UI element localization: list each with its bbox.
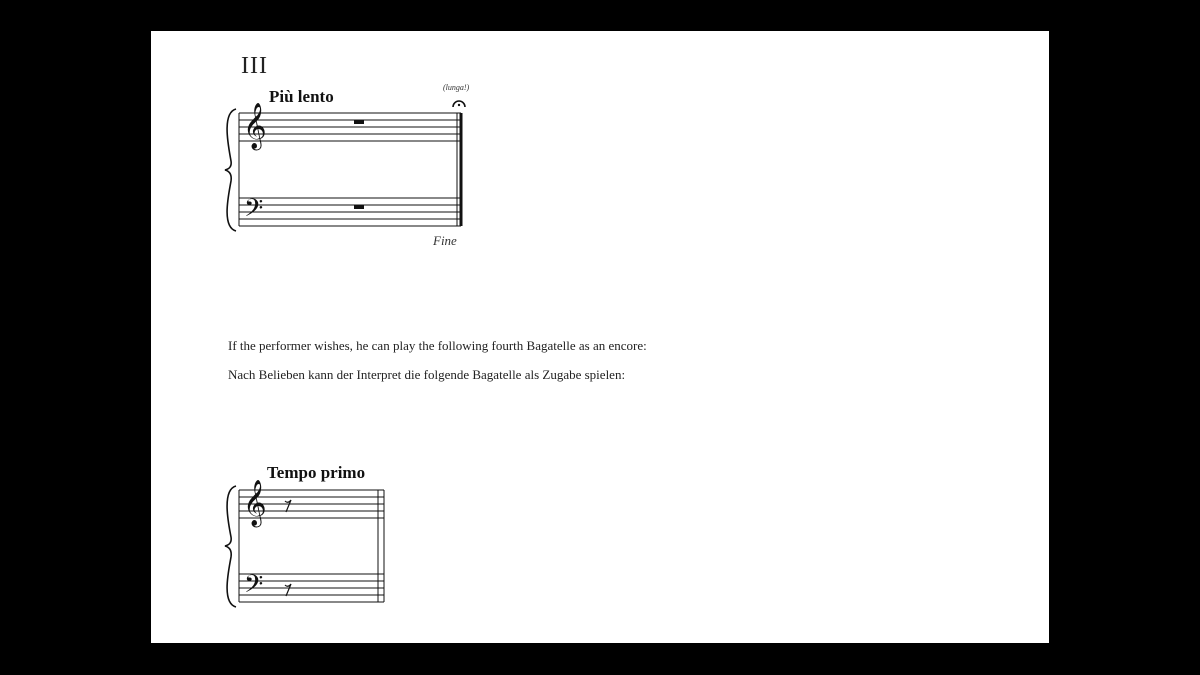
movement-number: III — [241, 53, 268, 79]
whole-rest-icon — [354, 120, 364, 124]
bass-staff-1 — [239, 198, 461, 226]
fermata-annotation: (lunga!) — [443, 83, 470, 92]
treble-clef-icon: 𝄞 — [243, 480, 267, 526]
music-notation — [151, 31, 1049, 643]
treble-staff-1 — [239, 113, 461, 141]
treble-clef-icon: 𝄞 — [243, 103, 267, 149]
brace-icon — [225, 109, 236, 231]
eighth-rest-icon — [285, 500, 291, 512]
encore-instruction-english: If the performer wishes, he can play the following fourth Bagatelle as an encore: — [228, 338, 647, 353]
fine-marking: Fine — [433, 233, 457, 248]
tempo-marking-piu-lento: Più lento — [269, 87, 334, 106]
score-page — [151, 31, 1049, 643]
bass-clef-icon: 𝄢 — [244, 194, 264, 229]
brace-icon — [225, 486, 236, 607]
eighth-rest-icon — [285, 584, 291, 596]
bass-clef-icon: 𝄢 — [244, 570, 264, 605]
whole-rest-icon — [354, 205, 364, 209]
tempo-marking-tempo-primo: Tempo primo — [267, 463, 366, 482]
fermata-dot-icon — [458, 104, 460, 106]
encore-instruction-german: Nach Belieben kann der Interpret die folgende Bagatelle als Zugabe spielen: — [228, 367, 626, 382]
